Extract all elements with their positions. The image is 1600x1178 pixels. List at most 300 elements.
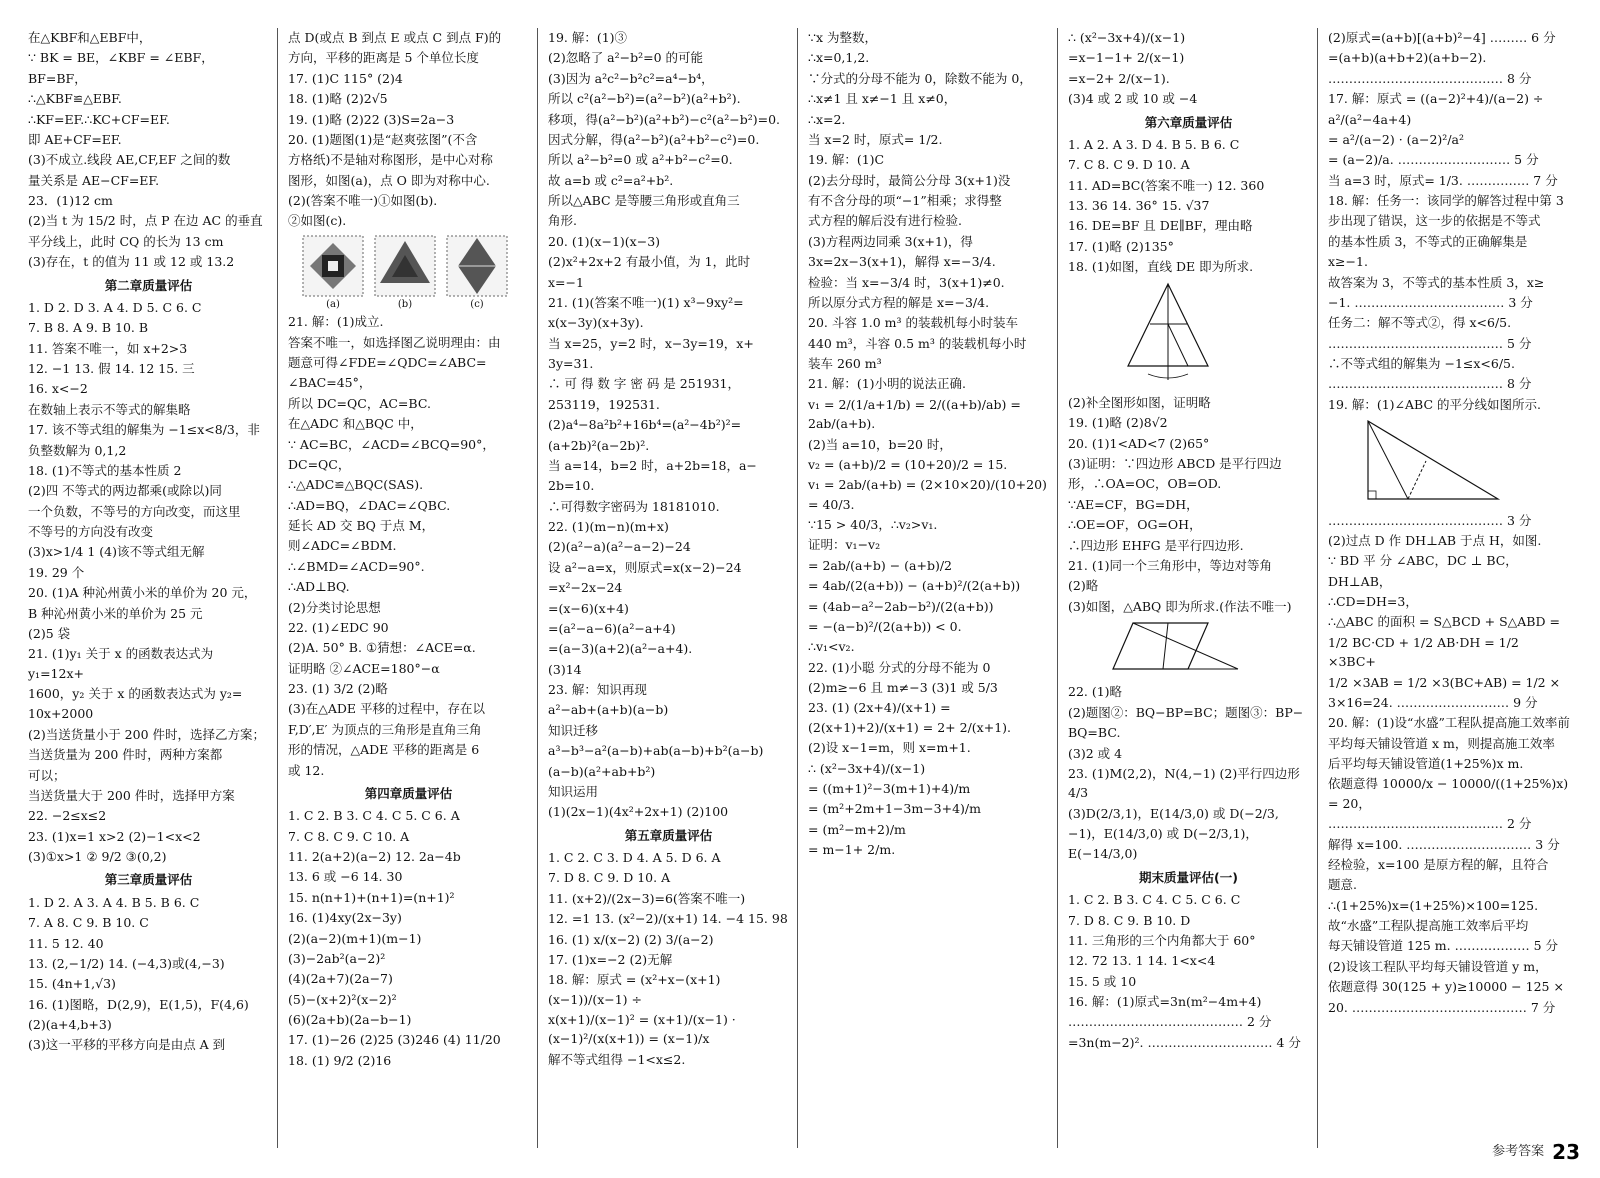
answer-line: 形，∴OA=OC，OB=OD. [1068, 476, 1222, 492]
answer-line: 12. =1 13. (x²−2)/(x+1) 14. −4 15. 98 [548, 911, 788, 927]
answer-line: (2)5 袋 [28, 625, 71, 641]
figure-a-caption: (a) [326, 298, 340, 310]
answer-line: (2)四 不等式的两边都乘(或除以)同 [28, 483, 222, 499]
diamond-figure [446, 235, 508, 297]
answer-line: BF=BF， [28, 70, 87, 86]
answer-line: a²−ab+(a+b)(a−b) [548, 702, 669, 718]
answer-line: =x−2+ 2/(x−1). [1068, 70, 1170, 86]
answer-line: 11. AD=BC(答案不唯一) 12. 360 [1068, 177, 1265, 193]
answer-line: (3)因为 a²c²−b²c²=a⁴−b⁴， [548, 70, 714, 86]
answer-line: (2)过点 D 作 DH⊥AB 于点 H，如图. [1328, 532, 1542, 548]
answer-line: ∴△KBF≌△EBF. [28, 91, 122, 107]
answer-line: …………………………………… 8 分 [1328, 376, 1532, 392]
answer-line: 一个负数，不等号的方向改变，而这里 [28, 503, 241, 519]
answer-page [18, 28, 1582, 1148]
answer-line: = (a−2)/a. ……………………… 5 分 [1328, 152, 1539, 168]
page-footer [1492, 1137, 1580, 1168]
column-5-block-a [1068, 28, 1309, 109]
answer-line: 22. (1)略 [1068, 684, 1123, 700]
answer-line: 步出现了错误，这一步的依据是不等式 [1328, 213, 1541, 229]
answer-line: 21. (1)同一个三角形中，等边对等角 [1068, 557, 1273, 573]
answer-line: 每天铺设管道 125 m. ……………… 5 分 [1328, 938, 1559, 954]
answer-line: 证明：v₁−v₂ [808, 537, 881, 553]
section-heading-ch4: 第四章质量评估 [364, 785, 453, 801]
answer-line: 3×16=24. ……………………… 9 分 [1328, 694, 1538, 710]
answer-line: 知识运用 [548, 783, 599, 799]
answer-line: 20. (1)(x−1)(x−3) [548, 233, 661, 249]
answer-line: = 2ab/(a+b) − (a+b)/2 [808, 557, 953, 573]
answer-line: (2)分类讨论思想 [288, 599, 381, 615]
answer-line: ∵ BK = BE，∠KBF = ∠EBF， [28, 50, 214, 66]
answer-line: 故 a=b 或 c²=a²+b². [548, 172, 674, 188]
answer-line: 22. (1)∠EDC 90 [288, 619, 389, 635]
answer-line: 21. 解：(1)小明的说法正确. [808, 376, 967, 392]
answer-line: 19. (1)略 (2)8√2 [1068, 415, 1168, 431]
answer-line: …………………………………… 2 分 [1068, 1014, 1272, 1030]
answer-line: 20. (1)题图(1)是“赵爽弦图”(不含 [288, 131, 478, 147]
answer-line: 角形. [548, 213, 577, 229]
answer-line: 19. 解：(1)③ [548, 30, 628, 45]
answer-line: 量关系是 AE−CF=EF. [28, 172, 160, 188]
answer-line: = 4ab/(2(a+b)) − (a+b)²/(2(a+b)) [808, 578, 1021, 594]
answer-line: (3)方程两边同乘 3(x+1)，得 [808, 233, 973, 249]
answer-line: 3x=2x−3(x+1)，解得 x=−3/4. [808, 254, 996, 270]
column-2-block-c [288, 806, 529, 1070]
answer-line: 15. 5 或 10 [1068, 973, 1137, 989]
answer-line: …………………………………… 3 分 [1328, 512, 1532, 528]
answer-line: ∴可得数字密码为 18181010. [548, 498, 720, 514]
answer-line: 440 m³，斗容 0.5 m³ 的装载机每小时 [808, 335, 1027, 351]
answer-line: 答案不唯一，如选择图乙说明理由：由 [288, 334, 501, 350]
column-3-block-a [548, 28, 789, 822]
figure-a [302, 235, 364, 313]
answer-line: (2)当 t 为 15/2 时，点 P 在边 AC 的垂直 [28, 213, 263, 229]
answer-line: (2)去分母时，最简公分母 3(x+1)没 [808, 172, 1011, 188]
answer-line: 在△ADC 和△BQC 中， [288, 416, 423, 432]
answer-line: 7. D 8. C 9. B 10. D [1068, 912, 1191, 928]
answer-line: 延长 AD 交 BQ 于点 M， [288, 518, 435, 533]
answer-line: 19. 解：(1)∠ABC 的平分线如图所示. [1328, 396, 1541, 412]
column-3 [538, 28, 798, 1148]
page-number: 23 [1552, 1140, 1580, 1164]
answer-line: ∴△ADC≌△BQC(SAS). [288, 477, 424, 493]
answer-line: (3)不成立.线段 AE,CF,EF 之间的数 [28, 152, 231, 168]
answer-line: ∴KF=EF.∴KC+CF=EF. [28, 111, 170, 127]
answer-line: 装车 260 m³ [808, 356, 882, 371]
answer-line: 13. 6 或 −6 14. 30 [288, 869, 403, 885]
answer-line: ∴AD=BQ，∠DAC=∠QBC. [288, 497, 451, 513]
column-6-block-a [1328, 28, 1570, 414]
answer-line: 当 a=14，b=2 时，a+2b=18，a− [548, 457, 757, 473]
answer-line: 20. 解：(1)设“水盛”工程队提高施工效率前 [1328, 715, 1570, 731]
answer-line: 1. D 2. D 3. A 4. D 5. C 6. C [28, 299, 202, 315]
answer-line: 3y=31. [548, 356, 594, 371]
answer-line: (2)设该工程队平均每天铺设管道 y m， [1328, 958, 1548, 974]
answer-line: (2)(答案不唯一)①如图(b). [288, 193, 438, 208]
column-5-block-e [1068, 890, 1309, 1052]
answer-line: (2)(a−2)(m+1)(m−1) [288, 930, 422, 946]
answer-line: 23. (1)M(2,2)，N(4,−1) (2)平行四边形 4/3 [1068, 765, 1304, 801]
figure-c-caption: (c) [470, 298, 484, 310]
answer-line: 证明略 ②∠ACE=180°−α [288, 660, 440, 676]
answer-line: 所以原分式方程的解是 x=−3/4. [808, 294, 990, 310]
answer-line: 22. −2≤x≤2 [28, 808, 107, 824]
answer-line: 7. C 8. C 9. C 10. A [288, 828, 410, 844]
answer-line: 当 a=3 时，原式= 1/3. …………… 7 分 [1328, 172, 1558, 188]
answer-line: = −(a−b)²/(2(a+b)) < 0. [808, 618, 962, 634]
answer-line: 所以 c²(a²−b²)=(a²−b²)(a²+b²). [548, 91, 741, 107]
answer-line: 移项，得(a²−b²)(a²+b²)−c²(a²−b²)=0. [548, 111, 780, 127]
section-heading-ch5: 第五章质量评估 [624, 827, 713, 843]
answer-line: 在△KBF和△EBF中， [28, 30, 152, 45]
answer-line: DH⊥AB， [1328, 573, 1392, 589]
answer-line: 17. (1)x=−2 (2)无解 [548, 951, 673, 967]
answer-line: 点 D(或点 B 到点 E 或点 C 到点 F)的 [288, 30, 502, 45]
answer-line: ∴x=2. [808, 111, 846, 127]
section-heading-ch2: 第二章质量评估 [104, 277, 193, 293]
answer-line: 任务二：解不等式②，得 x<6/5. [1328, 315, 1512, 331]
answer-line: (3)①x>1 ② 9/2 ③(0,2) [28, 849, 167, 864]
answer-line: (2)(a²−a)(a²−a−2)−24 [548, 539, 691, 555]
answer-line: ∴OE=OF，OG=OH， [1068, 517, 1202, 533]
reference-label: 参考答案 [1492, 1144, 1545, 1160]
section-heading-final-1: 期末质量评估(一) [1139, 869, 1238, 885]
answer-line: (3)这一平移的平移方向是由点 A 到 [28, 1037, 226, 1053]
answer-line: DC=QC， [288, 456, 351, 472]
answer-line: 21. (1)(答案不唯一)(1) x³−9xy²= [548, 294, 744, 310]
answer-line: 故答案为 3，不等式的基本性质 3，x≥ [1328, 274, 1545, 290]
answer-line: 11. 5 12. 40 [28, 935, 104, 951]
answer-line: 形的情况，△ADE 平移的距离是 6 [288, 742, 480, 758]
answer-line: 19. (1)略 (2)22 (3)S=2a−3 [288, 111, 455, 127]
answer-line: (2)略 [1068, 578, 1099, 594]
column-2-block-a [288, 28, 529, 231]
answer-line: 17. 该不等式组的解集为 −1≤x<8/3，非 [28, 422, 260, 438]
answer-line: 18. (1) 9/2 (2)16 [288, 1052, 392, 1068]
answer-line: (3)14 [548, 661, 582, 677]
answer-line: 1/2 BC·CD + 1/2 AB·DH = 1/2 ×3BC+ [1328, 634, 1523, 670]
answer-line: 20. (1)A 种沁州黄小米的单价为 20 元， [28, 585, 257, 601]
answer-line: 21. 解：(1)成立. [288, 314, 384, 330]
answer-line: 11. 三角形的三个内角都大于 60° [1068, 932, 1256, 948]
column-1-block-b [28, 298, 269, 867]
answer-line: 10x+2000 [28, 706, 94, 722]
answer-line: 18. 解：任务一：该同学的解答过程中第 3 [1328, 193, 1564, 208]
answer-line: 当送货量大于 200 件时，选择甲方案 [28, 787, 235, 803]
answer-line: v₁ = 2ab/(a+b) = (2×10×20)/(10+20) = 40/3. [808, 477, 1051, 512]
answer-line: 16. DE=BF 且 DE∥BF，理由略 [1068, 218, 1253, 234]
figure-b [374, 235, 436, 313]
answer-line: 13. 36 14. 36° 15. √37 [1068, 198, 1210, 213]
answer-line: (a−b)(a²+ab+b²) [548, 763, 656, 779]
column-2 [278, 28, 538, 1148]
figure-c [446, 235, 508, 313]
answer-line: 17. 解：原式 = ((a−2)²+4)/(a−2) ÷ [1328, 91, 1544, 107]
answer-line: 1600，y₂ 关于 x 的函数表达式为 y₂= [28, 686, 243, 701]
answer-line: (2)原式=(a+b)[(a+b)²−4] ……… 6 分 [1328, 30, 1556, 45]
answer-line: (2)题图②：BQ−BP=BC；题图③：BP− [1068, 704, 1304, 720]
answer-line: 依题意得 30(125 + y)≥10000 − 125 × [1328, 979, 1564, 995]
answer-line: 20. (1)1<AD<7 (2)65° [1068, 435, 1210, 451]
column-5-block-b [1068, 135, 1309, 277]
answer-line: (2)当 a=10，b=20 时， [808, 436, 952, 452]
answer-line: 11. (x+2)/(2x−3)=6(答案不唯一) [548, 890, 746, 906]
answer-line: ∴x≠1 且 x≠−1 且 x≠0， [808, 91, 957, 107]
pattern-figures [302, 235, 529, 313]
answer-line: 1. C 2. C 3. D 4. A 5. D 6. A [548, 850, 721, 865]
answer-line: (2)A. 50° B. ①猜想：∠ACE=α. [288, 640, 476, 656]
answer-line: 16. 解：(1)原式=3n(m²−4m+4) [1068, 994, 1262, 1009]
answer-line: (a+2b)²(a−2b)². [548, 437, 650, 453]
answer-line: ②如图(c). [288, 213, 347, 229]
answer-line: (3)4 或 2 或 10 或 −4 [1068, 91, 1198, 107]
answer-line: = (m²−m+2)/m [808, 821, 906, 837]
answer-line: 1/2 ×3AB = 1/2 ×3(BC+AB) = 1/2 × [1328, 674, 1561, 690]
answer-line: 1. A 2. A 3. D 4. B 5. B 6. C [1068, 136, 1240, 152]
answer-line: 18. 解：原式 = (x²+x−(x+1)(x−1))/(x−1) ÷ [548, 972, 721, 1007]
answer-line: 12. 72 13. 1 14. 1<x<4 [1068, 953, 1216, 969]
answer-line: 12. −1 13. 假 14. 12 15. 三 [28, 361, 195, 376]
answer-line: a³−b³−a²(a−b)+ab(a−b)+b²(a−b) [548, 743, 764, 759]
angle-bisector-figure [1358, 415, 1508, 505]
answer-line: 20. …………………………………… 7 分 [1328, 999, 1556, 1015]
answer-line: −1)，E(14/3,0) 或 D(−2/3,1)， [1068, 826, 1258, 841]
answer-line: (2)a⁴−8a²b²+16b⁴=(a²−4b²)²= [548, 417, 742, 433]
answer-line: 1. D 2. A 3. A 4. B 5. B 6. C [28, 894, 200, 910]
answer-line: ∴ (x²−3x+4)/(x−1) [1068, 30, 1186, 45]
answer-line: ∴v₁<v₂. [808, 639, 855, 655]
column-1 [18, 28, 278, 1148]
column-5 [1058, 28, 1318, 1148]
answer-line: 后平均每天铺设管道(1+25%)x m. [1328, 756, 1524, 771]
answer-line: ∴ (x²−3x+4)/(x−1) [808, 760, 926, 776]
parallelogram-figure [1108, 617, 1248, 677]
answer-line: 图形，如图(a)，点 O 即为对称中心. [288, 172, 490, 188]
answer-line: (4)(2a+7)(2a−7) [288, 971, 393, 987]
answer-line: 所以△ABC 是等腰三角形或直角三 [548, 193, 740, 208]
answer-line: 17. (1)C 115° (2)4 [288, 70, 403, 86]
answer-line: 所以 a²−b²=0 或 a²+b²−c²=0. [548, 152, 733, 168]
answer-line: 17. (1)−26 (2)25 (3)246 (4) 11/20 [288, 1032, 501, 1048]
answer-line: =x−1−1+ 2/(x−1) [1068, 50, 1185, 66]
answer-line: 解不等式组得 −1<x≤2. [548, 1051, 686, 1067]
answer-line: ∠BAC=45°， [288, 375, 372, 391]
answer-line: ∴△ABC 的面积 = S△BCD + S△ABD = [1328, 614, 1560, 630]
answer-line: ∵ BD 平 分 ∠ABC，DC ⊥ BC， [1328, 553, 1518, 569]
column-6 [1318, 28, 1578, 1148]
answer-line: (5)−(x+2)²(x−2)² [288, 991, 397, 1007]
section-heading-ch3: 第三章质量评估 [104, 872, 193, 888]
answer-line: 因式分解，得(a²−b²)(a²+b²−c²)=0. [548, 131, 760, 147]
column-1-block-a [28, 28, 269, 272]
answer-line: (6)(2a+b)(2a−b−1) [288, 1012, 412, 1027]
answer-line: 即 AE+CF=EF. [28, 131, 122, 147]
answer-line: 18. (1)略 (2)2√5 [288, 91, 388, 107]
answer-line: 平均每天铺设管道 x m，则提高施工效率 [1328, 735, 1555, 751]
answer-line: 所以 DC=QC，AC=BC. [288, 395, 431, 411]
answer-line: 13. (2,−1/2) 14. (−4,3)或(4,−3) [28, 955, 225, 971]
answer-line: 解得 x=100. ………………………… 3 分 [1328, 836, 1560, 852]
answer-line: 23. (1)x=1 x>2 (2)−1<x<2 [28, 828, 201, 844]
answer-line: 23. (1) (2x+4)/(x+1) = (2(x+1)+2)/(x+1) = 2+ 2/(x+1). [808, 700, 1011, 735]
figure-b-caption: (b) [397, 298, 413, 310]
answer-line: 则∠ADC=∠BDM. [288, 538, 397, 554]
answer-line: BQ=BC. [1068, 725, 1121, 741]
answer-line: ∵ AC=BC，∠ACD=∠BCQ=90°， [288, 436, 495, 452]
answer-line: 当 x=2 时，原式= 1/2. [808, 131, 943, 147]
answer-line: 19. 29 个 [28, 564, 85, 580]
answer-line: (3)x>1/4 1 (4)该不等式组无解 [28, 544, 205, 560]
answer-line: 23. (1) 3/2 (2)略 [288, 681, 388, 696]
answer-line: 依题意得 10000/x − 10000/((1+25%)x) = 20， [1328, 776, 1573, 811]
column-3-block-b [548, 848, 789, 1069]
answer-line: ∴ 可 得 数 字 密 码 是 251931， [548, 376, 741, 392]
answer-line: (2)x²+2x+2 有最小值，为 1，此时 [548, 254, 751, 270]
answer-line: ∴CD=DH=3， [1328, 594, 1418, 609]
answer-line: =(x−6)(x+4) [548, 600, 629, 616]
answer-line: 15. (4n+1,√3) [28, 976, 116, 992]
answer-line: x=−1 [548, 274, 584, 290]
answer-line: 经检验，x=100 是原方程的解，且符合 [1328, 856, 1549, 872]
answer-line: 17. (1)略 (2)135° [1068, 238, 1174, 254]
answer-line: (3)−2ab²(a−2)² [288, 950, 386, 966]
answer-line: ∴(1+25%)x=(1+25%)×100=125. [1328, 897, 1539, 913]
answer-line: 或 12. [288, 762, 325, 778]
column-5-block-d [1068, 682, 1309, 863]
answer-line: = (4ab−a²−2ab−b²)/(2(a+b)) [808, 598, 994, 614]
answer-line: = m−1+ 2/m. [808, 842, 896, 857]
answer-line: (3)证明：∵四边形 ABCD 是平行四边 [1068, 456, 1282, 471]
answer-line: 22. (1)小聪 分式的分母不能为 0 [808, 659, 991, 675]
answer-line: v₂ = (a+b)/2 = (10+20)/2 = 15. [808, 456, 1008, 472]
answer-line: (2)(a+4,b+3) [28, 1017, 112, 1032]
triangle-figure [374, 235, 436, 297]
answer-line: x(x+1)/(x−1)² = (x+1)/(x−1) · (x−1)²/(x(x+1)) = (x−1)/x [548, 1012, 740, 1047]
answer-line: x(x−3y)(x+3y). [548, 315, 644, 331]
answer-line: 7. B 8. A 9. B 10. B [28, 320, 149, 336]
answer-line: ∵x 为整数， [808, 30, 877, 45]
answer-line: 18. (1)如图，直线 DE 即为所求. [1068, 259, 1254, 275]
column-5-block-c [1068, 393, 1309, 616]
answer-line: ∵15 > 40/3，∴v₂>v₁. [808, 517, 938, 532]
answer-line: 检验：当 x=−3/4 时，3(x+1)≠0. [808, 274, 1005, 290]
answer-line: 式方程的解后没有进行检验. [808, 213, 962, 229]
answer-line: ∴四边形 EHFG 是平行四边形. [1068, 537, 1244, 553]
answer-line: …………………………………… 2 分 [1328, 816, 1532, 832]
answer-line: 1. C 2. B 3. C 4. C 5. C 6. A [288, 808, 460, 824]
answer-line: = ((m+1)²−3(m+1)+4)/m [808, 780, 971, 796]
answer-line: 16. (1)4xy(2x−3y) [288, 910, 402, 926]
column-4 [798, 28, 1058, 1148]
answer-line: ∴∠BMD=∠ACD=90°. [288, 558, 425, 574]
answer-line: 16. (1) x/(x−2) (2) 3/(a−2) [548, 931, 714, 947]
answer-line: 16. (1)图略，D(2,9)，E(1,5)，F(4,6) [28, 996, 249, 1012]
answer-line: 20. 斗容 1.0 m³ 的装载机每小时装车 [808, 315, 1019, 331]
answer-line: (2)补全图形如图，证明略 [1068, 394, 1211, 410]
answer-line: 的基本性质 3，不等式的正确解集是 [1328, 233, 1528, 249]
answer-line: 1. C 2. B 3. C 4. C 5. C 6. C [1068, 892, 1241, 908]
answer-line: 21. (1)y₁ 关于 x 的函数表达式为 y₁=12x+ [28, 646, 218, 681]
answer-line: x≥−1. [1328, 254, 1368, 270]
answer-line: 22. (1)(m−n)(m+x) [548, 519, 669, 534]
answer-line: 方向，平移的距离是 5 个单位长度 [288, 50, 479, 66]
answer-line: 15. n(n+1)+(n+1)=(n+1)² [288, 889, 455, 905]
answer-line: 可以； [28, 767, 66, 783]
answer-line: 11. 答案不唯一，如 x+2>3 [28, 340, 188, 356]
answer-line: (3)D(2/3,1)，E(14/3,0) 或 D(−2/3, [1068, 805, 1279, 821]
answer-line: =(a²−a−6)(a²−a+4) [548, 620, 676, 636]
answer-line: ∴x=0,1,2. [808, 50, 870, 66]
answer-line: F,D′,E′ 为顶点的三角形是直角三角 [288, 721, 482, 737]
column-4-block-a [808, 28, 1049, 859]
column-6-block-b [1328, 511, 1573, 1017]
answer-line: −1. ……………………………… 3 分 [1328, 294, 1533, 310]
answer-line: = (m²+2m+1−3m−3+4)/m [808, 801, 981, 817]
construction-triangle-figure [1108, 278, 1228, 388]
answer-line: 当 x=25，y=2 时，x−3y=19，x+ [548, 335, 754, 351]
answer-line: ∴不等式组的解集为 −1≤x<6/5. [1328, 356, 1515, 371]
answer-line: …………………………………… 5 分 [1328, 335, 1532, 351]
answer-line: (1)(2x−1)(4x²+2x+1) (2)100 [548, 804, 729, 820]
answer-line: =3n(m−2)². ………………………… 4 分 [1068, 1034, 1301, 1050]
answer-line: ∵AE=CF，BG=DH， [1068, 496, 1199, 512]
answer-line: 当送货量为 200 件时，两种方案都 [28, 747, 223, 763]
section-heading-ch6: 第六章质量评估 [1144, 114, 1233, 130]
answer-line: 知识迁移 [548, 722, 599, 738]
answer-line: =(a−3)(a+2)(a²−a+4). [548, 641, 693, 657]
answer-line: 16. x<−2 [28, 381, 88, 397]
answer-line: = a²/(a−2) · (a−2)²/a² [1328, 131, 1464, 147]
answer-line: 7. C 8. C 9. D 10. A [1068, 157, 1190, 173]
answer-line: =(a+b)(a+b+2)(a+b−2). [1328, 50, 1487, 66]
answer-line: (2)当送货量小于 200 件时，选择乙方案； [28, 726, 266, 742]
answer-line: 18. (1)不等式的基本性质 2 [28, 462, 182, 478]
answer-line: 253119，192531. [548, 396, 660, 412]
answer-line: …………………………………… 8 分 [1328, 70, 1532, 86]
answer-line: 19. 解：(1)C [808, 152, 885, 168]
answer-line: E(−14/3,0) [1068, 846, 1138, 862]
column-2-block-b [288, 312, 529, 780]
answer-line: 23．(1)12 cm [28, 193, 113, 208]
answer-line: 在数轴上表示不等式的解集略 [28, 401, 191, 417]
answer-line: (3)存在，t 的值为 11 或 12 或 13.2 [28, 254, 235, 270]
answer-line: ∴AD⊥BQ. [288, 579, 350, 595]
answer-line: (2)设 x−1=m，则 x=m+1. [808, 740, 971, 756]
answer-line: 设 a²−a=x，则原式=x(x−2)−24 [548, 559, 742, 575]
answer-line: (2)忽略了 a²−b²=0 的可能 [548, 50, 704, 66]
answer-line: 11. 2(a+2)(a−2) 12. 2a−4b [288, 849, 461, 864]
answer-line: v₁ = 2/(1/a+1/b) = 2/((a+b)/ab) = 2ab/(a+b). [808, 396, 1025, 432]
answer-line: 题意. [1328, 877, 1357, 893]
answer-line: 7. A 8. C 9. B 10. C [28, 915, 149, 931]
answer-line: (2)m≥−6 且 m≠−3 (3)1 或 5/3 [808, 680, 998, 695]
answer-line: 故“水盛”工程队提高施工效率后平均 [1328, 918, 1529, 933]
answer-line: 有不含分母的项“−1”相乘；求得整 [808, 193, 1002, 208]
answer-line: (3)2 或 4 [1068, 745, 1123, 761]
pinwheel-figure [302, 235, 364, 297]
answer-line: 平分线上，此时 CQ 的长为 13 cm [28, 233, 224, 249]
answer-line: (3)如图，△ABQ 即为所求.(作法不唯一) [1068, 598, 1292, 614]
answer-line: 2b=10. [548, 478, 595, 494]
column-1-block-c [28, 893, 269, 1055]
answer-line: 7. D 8. C 9. D 10. A [548, 870, 671, 886]
answer-line: (3)在△ADE 平移的过程中，存在以 [288, 701, 485, 717]
answer-line: =x²−2x−24 [548, 580, 623, 596]
answer-line: 23. 解：知识再现 [548, 682, 647, 697]
answer-line: a²/(a²−4a+4) [1328, 111, 1412, 127]
answer-line: ∵分式的分母不能为 0，除数不能为 0， [808, 70, 1032, 86]
answer-line: B 种沁州黄小米的单价为 25 元 [28, 605, 203, 621]
